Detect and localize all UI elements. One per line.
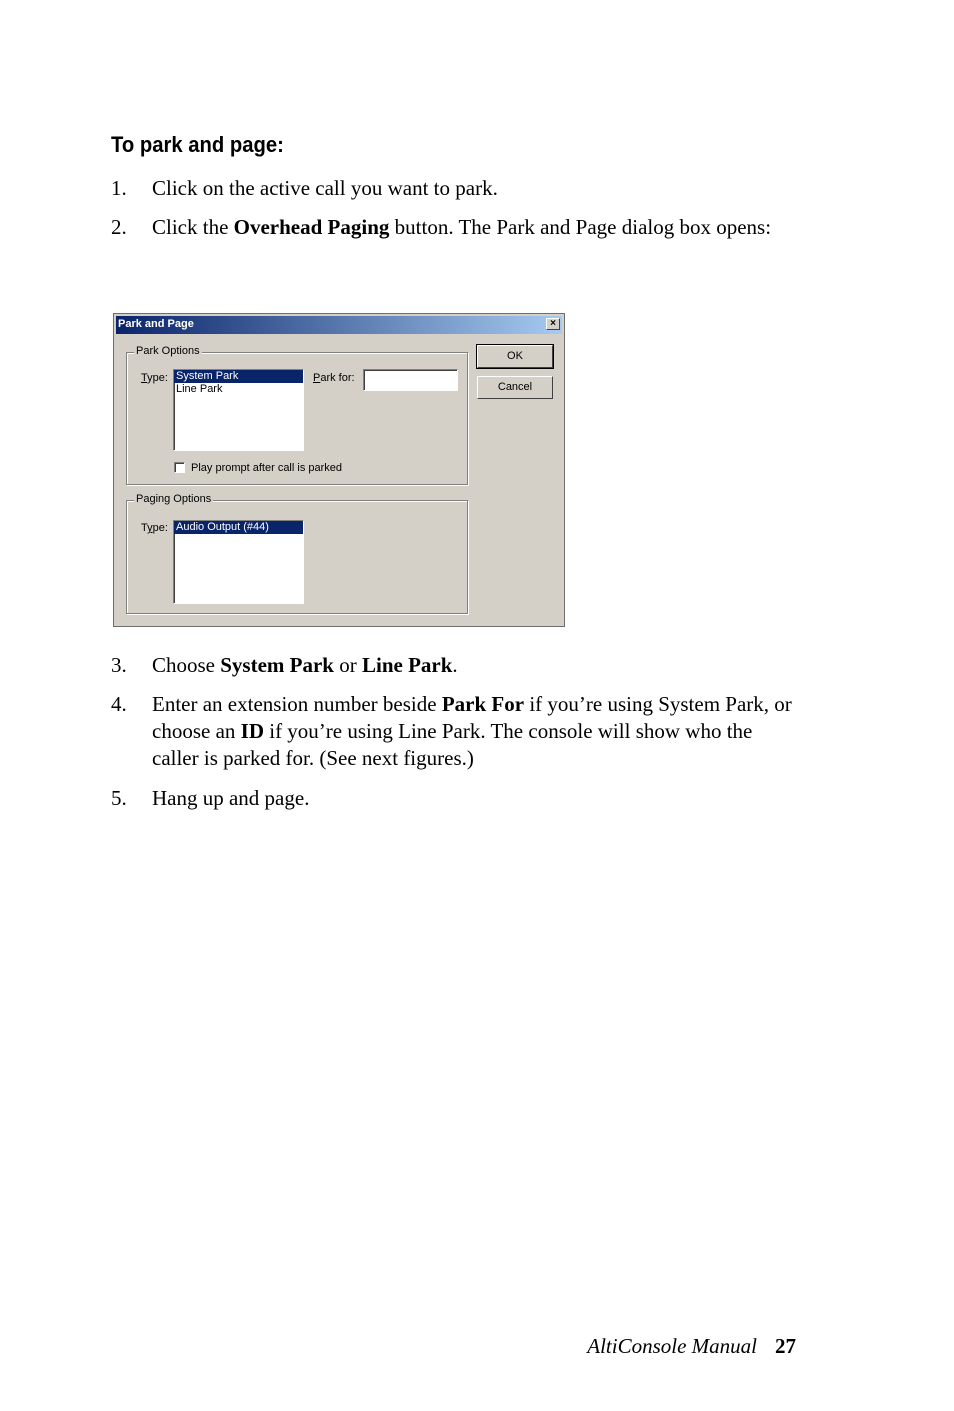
- park-options-label: Park Options: [136, 345, 200, 357]
- park-for-label: Park for:: [313, 372, 355, 384]
- step-text: Click the Overhead Paging button. The Park and Page dialog box opens:: [152, 215, 772, 239]
- step-text: Hang up and page.: [152, 786, 310, 810]
- paging-type-listbox[interactable]: [173, 520, 304, 604]
- park-type-listbox[interactable]: [173, 369, 304, 451]
- play-prompt-checkbox[interactable]: [174, 462, 185, 473]
- page-number: 27: [775, 1334, 796, 1358]
- step-number: 5.: [111, 786, 127, 810]
- step-number: 1.: [111, 176, 127, 200]
- id-term: ID: [240, 719, 264, 743]
- paging-options-label: Paging Options: [136, 493, 212, 505]
- step-number: 3.: [111, 653, 127, 677]
- page-footer: [540, 1334, 796, 1359]
- step-text: Enter an extension number beside Park For if you’re using System Park, or choose an ID if you’re using Line Park. The console will show who the caller is parked for. (See next figures.): [152, 692, 792, 770]
- play-prompt-label: Play prompt after call is parked: [191, 462, 343, 474]
- park-type-label: Type:: [141, 372, 168, 384]
- line-park-term: Line Park: [362, 653, 453, 677]
- close-icon[interactable]: ×: [546, 318, 560, 330]
- list-item-audio-output[interactable]: Audio Output (#44): [174, 521, 303, 534]
- park-for-term: Park For: [441, 692, 525, 716]
- park-for-input[interactable]: [363, 369, 458, 391]
- step-number: 2.: [111, 215, 127, 239]
- system-park-term: System Park: [220, 653, 334, 677]
- park-and-page-dialog: [113, 313, 565, 627]
- list-item-line-park[interactable]: Line Park: [176, 383, 223, 395]
- dialog-titlebar[interactable]: [116, 316, 562, 334]
- section-heading: To park and page:: [111, 132, 284, 157]
- dialog-title: Park and Page: [118, 318, 194, 330]
- list-item-system-park[interactable]: System Park: [174, 370, 303, 383]
- step-text: Click on the active call you want to park.: [152, 176, 498, 200]
- ok-button[interactable]: OK: [477, 345, 553, 368]
- manual-title: AltiConsole Manual: [587, 1334, 757, 1358]
- overhead-paging-term: Overhead Paging: [233, 215, 390, 239]
- step-text: Choose System Park or Line Park.: [152, 653, 458, 677]
- step-number: 4.: [111, 692, 127, 716]
- cancel-button[interactable]: Cancel: [477, 376, 553, 399]
- paging-type-label: Type:: [141, 522, 168, 534]
